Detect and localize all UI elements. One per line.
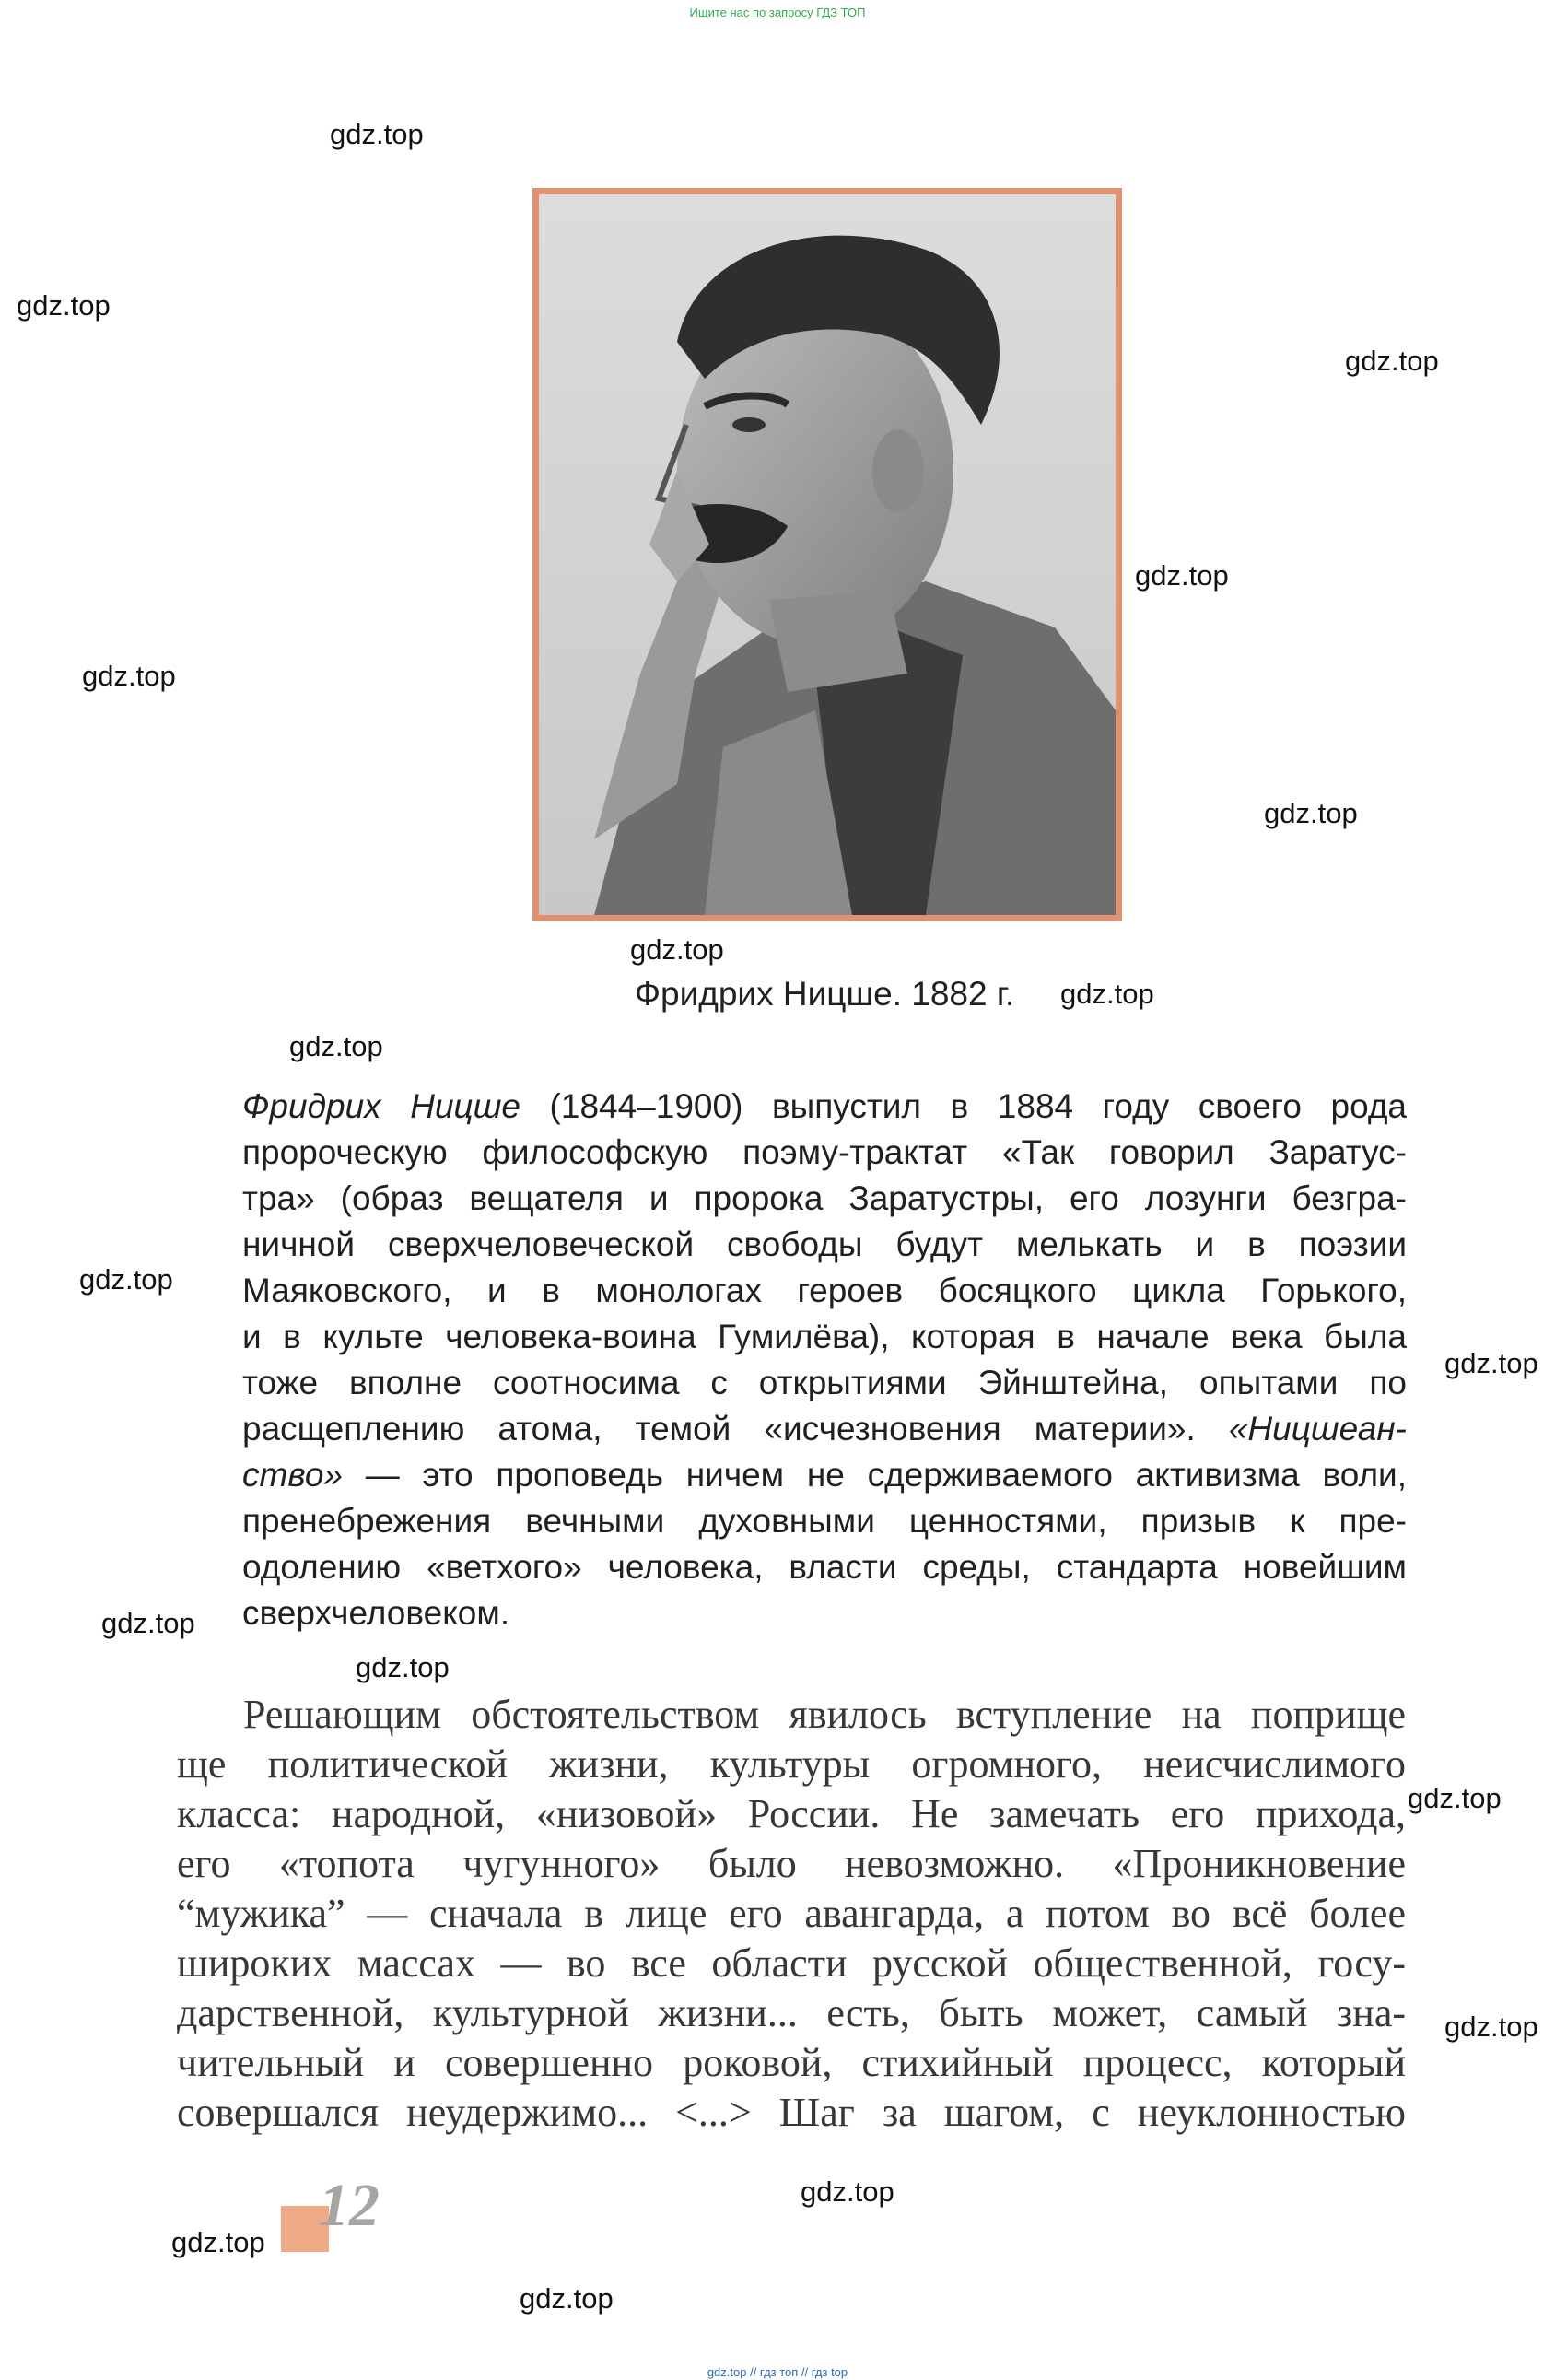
text-line: и в культе человека-воина Гумилёва), которая в начале века была bbox=[242, 1318, 1407, 1355]
text-line: пророческую философскую поэму-трактат «Так говорил Заратус- bbox=[242, 1133, 1407, 1171]
portrait-illustration bbox=[539, 194, 1116, 915]
text-line: Маяковского, и в монологах героев босяцкого цикла Горького, bbox=[242, 1272, 1407, 1309]
text-line: его «топота чугунного» было невозможно. «Проникновение bbox=[177, 1841, 1406, 1886]
watermark: gdz.top bbox=[630, 933, 724, 966]
text-line: ство» — это проповедь ничем не сдерживаемого активизма воли, bbox=[242, 1456, 1407, 1494]
watermark: gdz.top bbox=[1060, 978, 1154, 1010]
text-line: ничной сверхчеловеческой свободы будут мелькать и в поэзии bbox=[242, 1225, 1407, 1263]
text-line: совершался неудержимо... <...> Шаг за шагом, с неуклонностью bbox=[177, 2090, 1406, 2135]
watermark: gdz.top bbox=[1408, 1782, 1502, 1814]
watermark: gdz.top bbox=[79, 1263, 173, 1296]
watermark: gdz.top bbox=[17, 289, 111, 322]
top-banner: Ищите нас по запросу ГДЗ ТОП bbox=[689, 6, 866, 19]
portrait-photo bbox=[532, 188, 1122, 921]
watermark: gdz.top bbox=[82, 660, 176, 692]
text-line: широких массах — во все области русской общественной, госу- bbox=[177, 1940, 1406, 1986]
text-line: одолению «ветхого» человека, власти среды, стандарта новейшим bbox=[242, 1548, 1407, 1586]
paragraph-main bbox=[177, 1690, 1406, 2138]
text-line: тоже вполне соотносима с открытиями Эйнштейна, опытами по bbox=[242, 1364, 1407, 1401]
watermark: gdz.top bbox=[801, 2175, 894, 2208]
watermark: gdz.top bbox=[101, 1607, 195, 1639]
text-line: класса: народной, «низовой» России. Не замечать его прихода, bbox=[177, 1791, 1406, 1836]
watermark: gdz.top bbox=[171, 2226, 265, 2258]
watermark: gdz.top bbox=[330, 118, 424, 150]
watermark: gdz.top bbox=[1345, 345, 1439, 377]
bottom-banner: gdz.top // гдз топ // гдз top bbox=[707, 2365, 848, 2379]
photo-caption: Фридрих Ницше. 1882 г. bbox=[634, 975, 1015, 1013]
text-line: чительный и совершенно роковой, стихийный процесс, который bbox=[177, 2040, 1406, 2085]
text-line: “мужика” — сначала в лице его авангарда, а потом во всё более bbox=[177, 1891, 1406, 1936]
text-line: Фридрих Ницше (1844–1900) выпустил в 1884 году своего рода bbox=[242, 1087, 1407, 1125]
text-line: тра» (образ вещателя и пророка Заратустры, его лозунги безгра- bbox=[242, 1179, 1407, 1217]
watermark: gdz.top bbox=[1444, 2011, 1538, 2043]
text-line: расщеплению атома, темой «исчезновения материи». «Ницшеан- bbox=[242, 1410, 1407, 1448]
text-line: Решающим обстоятельством явилось вступление на поприще bbox=[243, 1692, 1406, 1737]
text-line: пренебрежения вечными духовными ценностями, призыв к пре- bbox=[242, 1502, 1407, 1540]
watermark: gdz.top bbox=[289, 1030, 383, 1062]
watermark: gdz.top bbox=[1135, 559, 1229, 592]
text-line: сверхчеловеком. bbox=[242, 1594, 510, 1632]
watermark: gdz.top bbox=[520, 2282, 614, 2315]
watermark: gdz.top bbox=[1444, 1347, 1538, 1379]
paragraph-nietzsche bbox=[242, 1084, 1407, 1636]
watermark: gdz.top bbox=[1264, 797, 1358, 829]
text-line: дарственной, культурной жизни... есть, быть может, самый зна- bbox=[177, 1990, 1406, 2035]
text-line: ще политической жизни, культуры огромного, неисчислимого bbox=[177, 1741, 1406, 1787]
page-number: 12 bbox=[319, 2172, 380, 2239]
watermark: gdz.top bbox=[356, 1651, 450, 1683]
